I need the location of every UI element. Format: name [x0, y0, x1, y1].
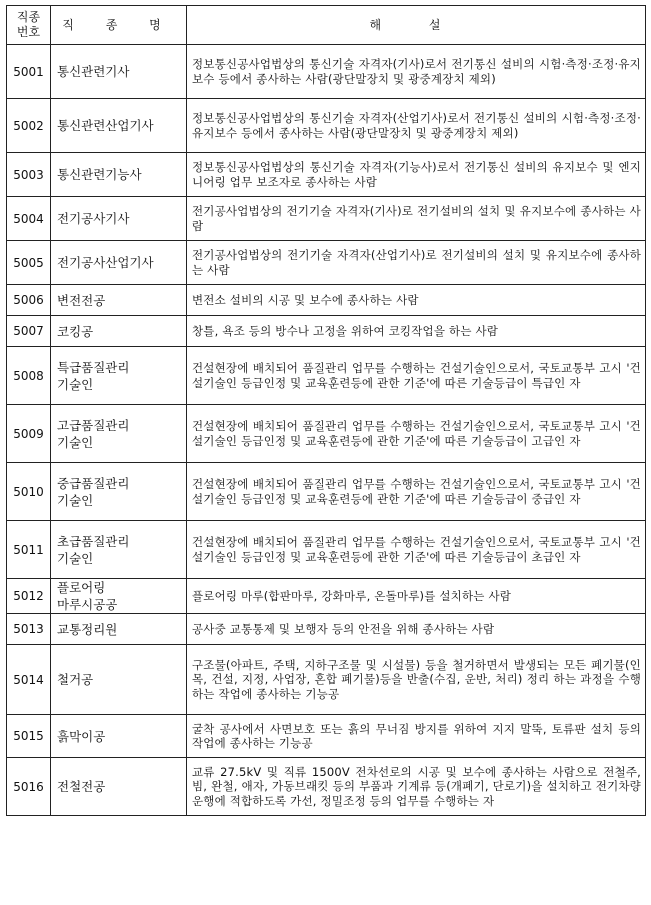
job-name-line: 전기공사기사 [57, 211, 130, 226]
job-name-cell [51, 316, 187, 347]
job-description-cell: 정보통신공사업법상의 통신기술 자격자(기사)로서 전기통신 설비의 시험·측정·조정·유지보수 등에서 종사하는 사람(광단말장치 및 광중계장치 제외) [187, 45, 646, 99]
job-description-cell: 건설현장에 배치되어 품질관리 업무를 수행하는 건설기술인으로서, 국토교통부 고시 '건설기술인 등급인정 및 교육훈련등에 관한 기준'에 따른 기술등급이 특급인 자 [187, 347, 646, 405]
job-code-cell: 5008 [7, 347, 51, 405]
table-row [7, 197, 646, 241]
table-row [7, 285, 646, 316]
job-name-line: 통신관련기사 [57, 64, 130, 79]
job-code-cell: 5015 [7, 715, 51, 758]
job-description-cell: 정보통신공사업법상의 통신기술 자격자(기능사)로서 전기통신 설비의 유지보수 및 엔지니어링 업무 보조자로 종사하는 사람 [187, 153, 646, 197]
job-name-line: 초급품질관리 [57, 533, 130, 549]
job-name-line: 플로어링 [57, 580, 106, 595]
table-row [7, 614, 646, 645]
job-code-cell: 5005 [7, 241, 51, 285]
job-name-cell [51, 405, 187, 463]
job-description-cell: 교류 27.5kV 및 직류 1500V 전차선로의 시공 및 보수에 종사하는 사람으로 전철주, 빔, 완철, 애자, 가동브래킷 등의 부품과 기계류 등(개폐기, 단로기)을 설치하고 전기차량 운행에 적합하도록 가선, 정밀조정 등의 업무를 수행하는 자 [187, 758, 646, 816]
header-name: 직 종 명 [51, 6, 187, 45]
table-row [7, 347, 646, 405]
job-description-cell: 변전소 설비의 시공 및 보수에 종사하는 사람 [187, 285, 646, 316]
job-code-cell: 5014 [7, 645, 51, 715]
job-name-cell [51, 153, 187, 197]
job-name-cell [51, 463, 187, 521]
table-row [7, 579, 646, 614]
job-name-cell [51, 614, 187, 645]
job-name-line: 기술인 [57, 376, 94, 392]
job-name-line: 변전전공 [57, 292, 106, 308]
job-description-cell: 공사중 교통통제 및 보행자 등의 안전을 위해 종사하는 사람 [187, 614, 646, 645]
job-description-cell: 창틀, 욕조 등의 방수나 고정을 위하여 코킹작업을 하는 사람 [187, 316, 646, 347]
job-name-line: 마루시공공 [57, 597, 118, 612]
job-code-table [6, 5, 646, 816]
job-name-line: 철거공 [57, 672, 94, 687]
job-name-cell [51, 645, 187, 715]
job-name-line: 코킹공 [57, 323, 94, 339]
job-description-cell: 전기공사업법상의 전기기술 자격자(기사)로 전기설비의 설치 및 유지보수에 종사하는 사람 [187, 197, 646, 241]
job-name-line: 전기공사산업기사 [57, 255, 154, 270]
table-row [7, 645, 646, 715]
job-description-cell: 구조물(아파트, 주택, 지하구조물 및 시설물) 등을 철거하면서 발생되는 모든 폐기물(인목, 건설, 지정, 사업장, 혼합 폐기물)등을 반출(수집, 운반, 처리) 정리 하는 과정을 수행하는 작업에 종사하는 기능공 [187, 645, 646, 715]
job-code-cell: 5007 [7, 316, 51, 347]
job-name-cell [51, 521, 187, 579]
job-name-line: 기술인 [57, 434, 94, 450]
job-code-cell: 5001 [7, 45, 51, 99]
header-desc: 해 설 [187, 6, 646, 45]
job-name-line: 전철전공 [57, 779, 106, 794]
job-description-cell: 건설현장에 배치되어 품질관리 업무를 수행하는 건설기술인으로서, 국토교통부 고시 '건설기술인 등급인정 및 교육훈련등에 관한 기준'에 따른 기술등급이 중급인 자 [187, 463, 646, 521]
job-description-cell: 건설현장에 배치되어 품질관리 업무를 수행하는 건설기술인으로서, 국토교통부 고시 '건설기술인 등급인정 및 교육훈련등에 관한 기준'에 따른 기술등급이 초급인 자 [187, 521, 646, 579]
job-name-line: 고급품질관리 [57, 417, 130, 433]
job-code-cell: 5003 [7, 153, 51, 197]
job-name-line: 교통정리원 [57, 621, 118, 637]
table-row [7, 99, 646, 153]
job-name-cell [51, 45, 187, 99]
table-row [7, 715, 646, 758]
job-name-cell [51, 715, 187, 758]
job-code-cell: 5010 [7, 463, 51, 521]
table-row [7, 45, 646, 99]
job-name-cell [51, 241, 187, 285]
job-code-cell: 5002 [7, 99, 51, 153]
job-description-cell: 플로어링 마루(합판마루, 강화마루, 온돌마루)를 설치하는 사람 [187, 579, 646, 614]
job-name-line: 흙막이공 [57, 728, 106, 744]
job-name-line: 기술인 [57, 492, 94, 508]
job-code-table-container [6, 5, 645, 816]
job-name-cell [51, 197, 187, 241]
job-name-cell [51, 347, 187, 405]
job-name-line: 중급품질관리 [57, 475, 130, 491]
job-name-line: 통신관련기능사 [57, 167, 142, 182]
table-row [7, 153, 646, 197]
job-code-cell: 5004 [7, 197, 51, 241]
header-code: 직종 번호 [7, 6, 51, 45]
job-code-cell: 5009 [7, 405, 51, 463]
job-name-cell [51, 758, 187, 816]
job-name-cell [51, 99, 187, 153]
table-row [7, 316, 646, 347]
table-row [7, 758, 646, 816]
job-description-cell: 굴착 공사에서 사면보호 또는 흙의 무너짐 방지를 위하여 지지 말뚝, 토류판 설치 등의 작업에 종사하는 기능공 [187, 715, 646, 758]
job-code-cell: 5013 [7, 614, 51, 645]
table-body [7, 45, 646, 816]
job-code-cell: 5006 [7, 285, 51, 316]
job-description-cell: 전기공사업법상의 전기기술 자격자(산업기사)로 전기설비의 설치 및 유지보수에 종사하는 사람 [187, 241, 646, 285]
job-name-cell [51, 579, 187, 614]
job-code-cell: 5011 [7, 521, 51, 579]
job-description-cell: 건설현장에 배치되어 품질관리 업무를 수행하는 건설기술인으로서, 국토교통부 고시 '건설기술인 등급인정 및 교육훈련등에 관한 기준'에 따른 기술등급이 고급인 자 [187, 405, 646, 463]
job-name-line: 기술인 [57, 550, 94, 566]
table-row [7, 521, 646, 579]
job-name-line: 통신관련산업기사 [57, 118, 154, 133]
table-row [7, 405, 646, 463]
table-header-row [7, 6, 646, 45]
job-name-cell [51, 285, 187, 316]
job-code-cell: 5012 [7, 579, 51, 614]
job-code-cell: 5016 [7, 758, 51, 816]
job-description-cell: 정보통신공사업법상의 통신기술 자격자(산업기사)로서 전기통신 설비의 시험·측정·조정·유지보수 등에서 종사하는 사람(광단말장치 및 광중계장치 제외) [187, 99, 646, 153]
job-name-line: 특급품질관리 [57, 359, 130, 375]
table-row [7, 463, 646, 521]
table-row [7, 241, 646, 285]
